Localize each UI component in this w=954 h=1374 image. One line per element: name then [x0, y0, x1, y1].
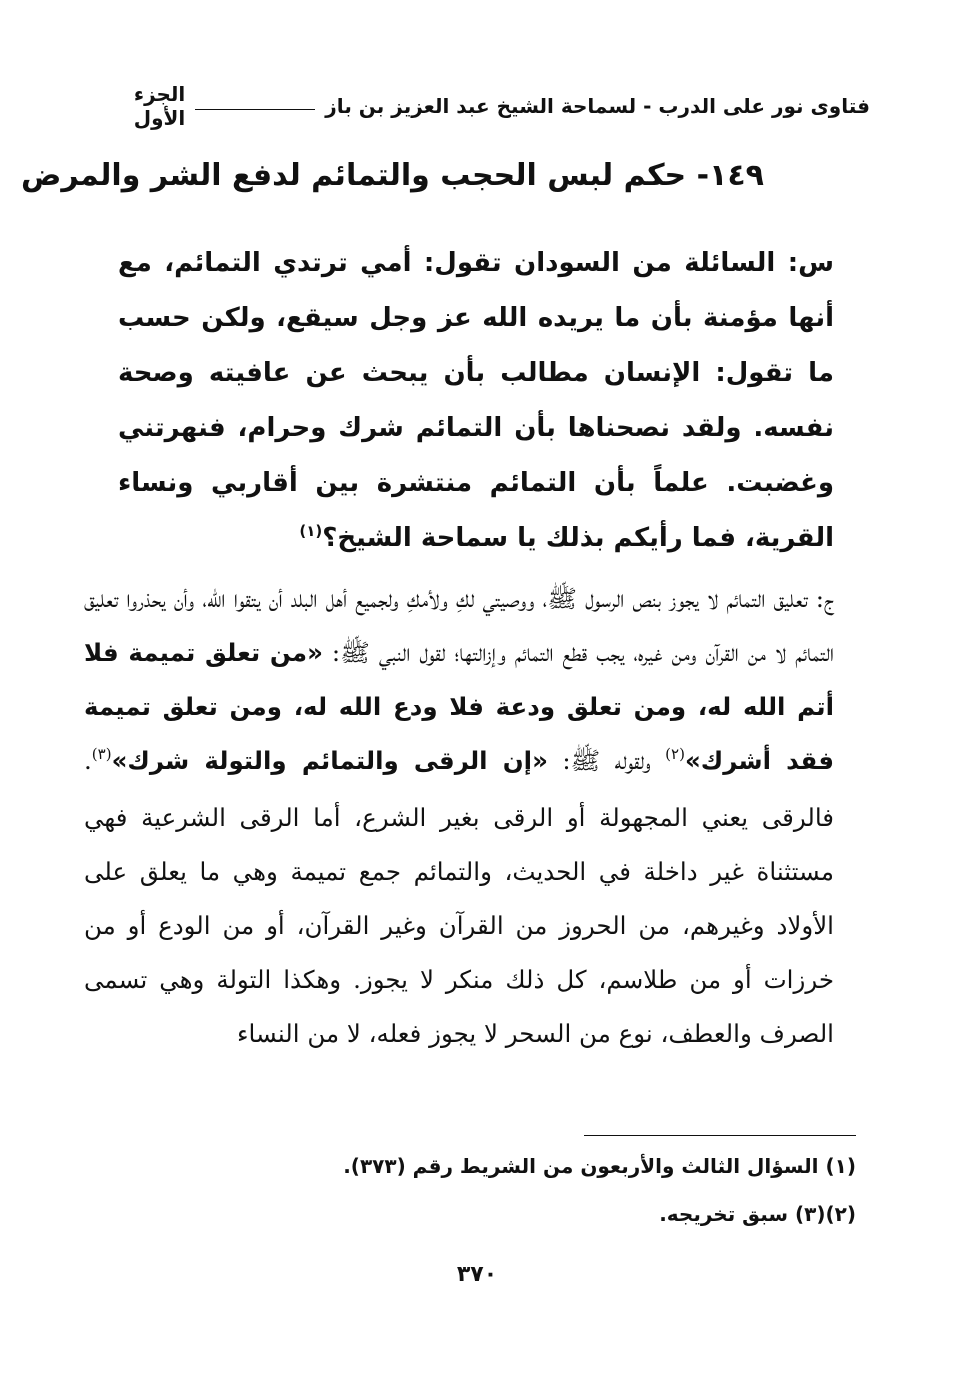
hadith-quote-1: «من تعلق تميمة فلا أتم الله له، ومن تعلق ودعة فلا ودع الله له، ومن تعلق تميمة فقد أشرك»: [84, 638, 834, 775]
answer-text-part1: ج: تعليق التمائم لا يجوز بنص الرسول ﷺ، ووصيتي لكِ ولأمكِ ولجميع أهل البلد أن يتقوا الله، وأن يحذروا تعليق التمائم لا من القرآن ومن غيره، يجب قطع التمائم وإزالتها؛ لقول النبي ﷺ:: [84, 584, 835, 667]
running-header: [84, 82, 870, 130]
footnotes: [84, 1142, 856, 1238]
footnote-separator: [584, 1135, 856, 1136]
footnote-ref-1: (١): [299, 522, 323, 540]
page-number: ٣٧٠: [456, 1262, 498, 1287]
hadith-quote-2: «إن الرقى والتمائم والتولة شرك»: [111, 746, 548, 775]
question-paragraph: [118, 236, 834, 569]
footnote-1: (١) السؤال الثالث والأربعون من الشريط رقم (٣٧٣).: [343, 1154, 856, 1178]
header-volume: الجزء الأول: [133, 82, 186, 130]
answer-text-part3: . فالرقى يعني المجهولة أو الرقى بغير الشرع، أما الرقى الشرعية فهي مستثناة غير داخلة في الحديث، والتمائم جمع تميمة وهي ما يعلق على الأولاد وغيرهم، من الحروز من القرآن وغير القرآن، أو من الودع أو من خرزات أو من طلاسم، كل ذلك منكر لا يجوز. وهكذا التولة وهي تسمى الصرف والعطف، نوع من السحر لا يجوز فعله، لا من النساء: [84, 746, 834, 1048]
header-book-title: فتاوى نور على الدرب - لسماحة الشيخ عبد العزيز بن باز: [325, 94, 870, 118]
answer-paragraph: [84, 572, 834, 1061]
chapter-title: ١٤٩- حكم لبس الحجب والتمائم لدفع الشر والمرض: [21, 158, 764, 193]
header-book-title-group: [185, 94, 870, 118]
footnote-ref-3: (٣): [91, 745, 112, 763]
answer-text-part2: ولقوله ﷺ:: [547, 746, 666, 775]
question-text: س: السائلة من السودان تقول: أمي ترتدي التمائم، مع أنها مؤمنة بأن ما يريده الله عز وجل سيقع، ولكن حسب ما تقول: الإنسان مطالب بأن يبحث عن عافيته وصحة نفسه. ولقد نصحناها بأن التمائم شرك وحرام، فنهرتني وغضبت. علماً بأن التمائم منتشرة بين أقاربي ونساء القرية، فما رأيكم بذلك يا سماحة الشيخ؟: [118, 248, 834, 553]
footnote-ref-2: (٢): [665, 745, 685, 763]
header-rule: [195, 109, 315, 110]
footnote-2-3: (٢)(٣) سبق تخريجه.: [659, 1202, 856, 1226]
